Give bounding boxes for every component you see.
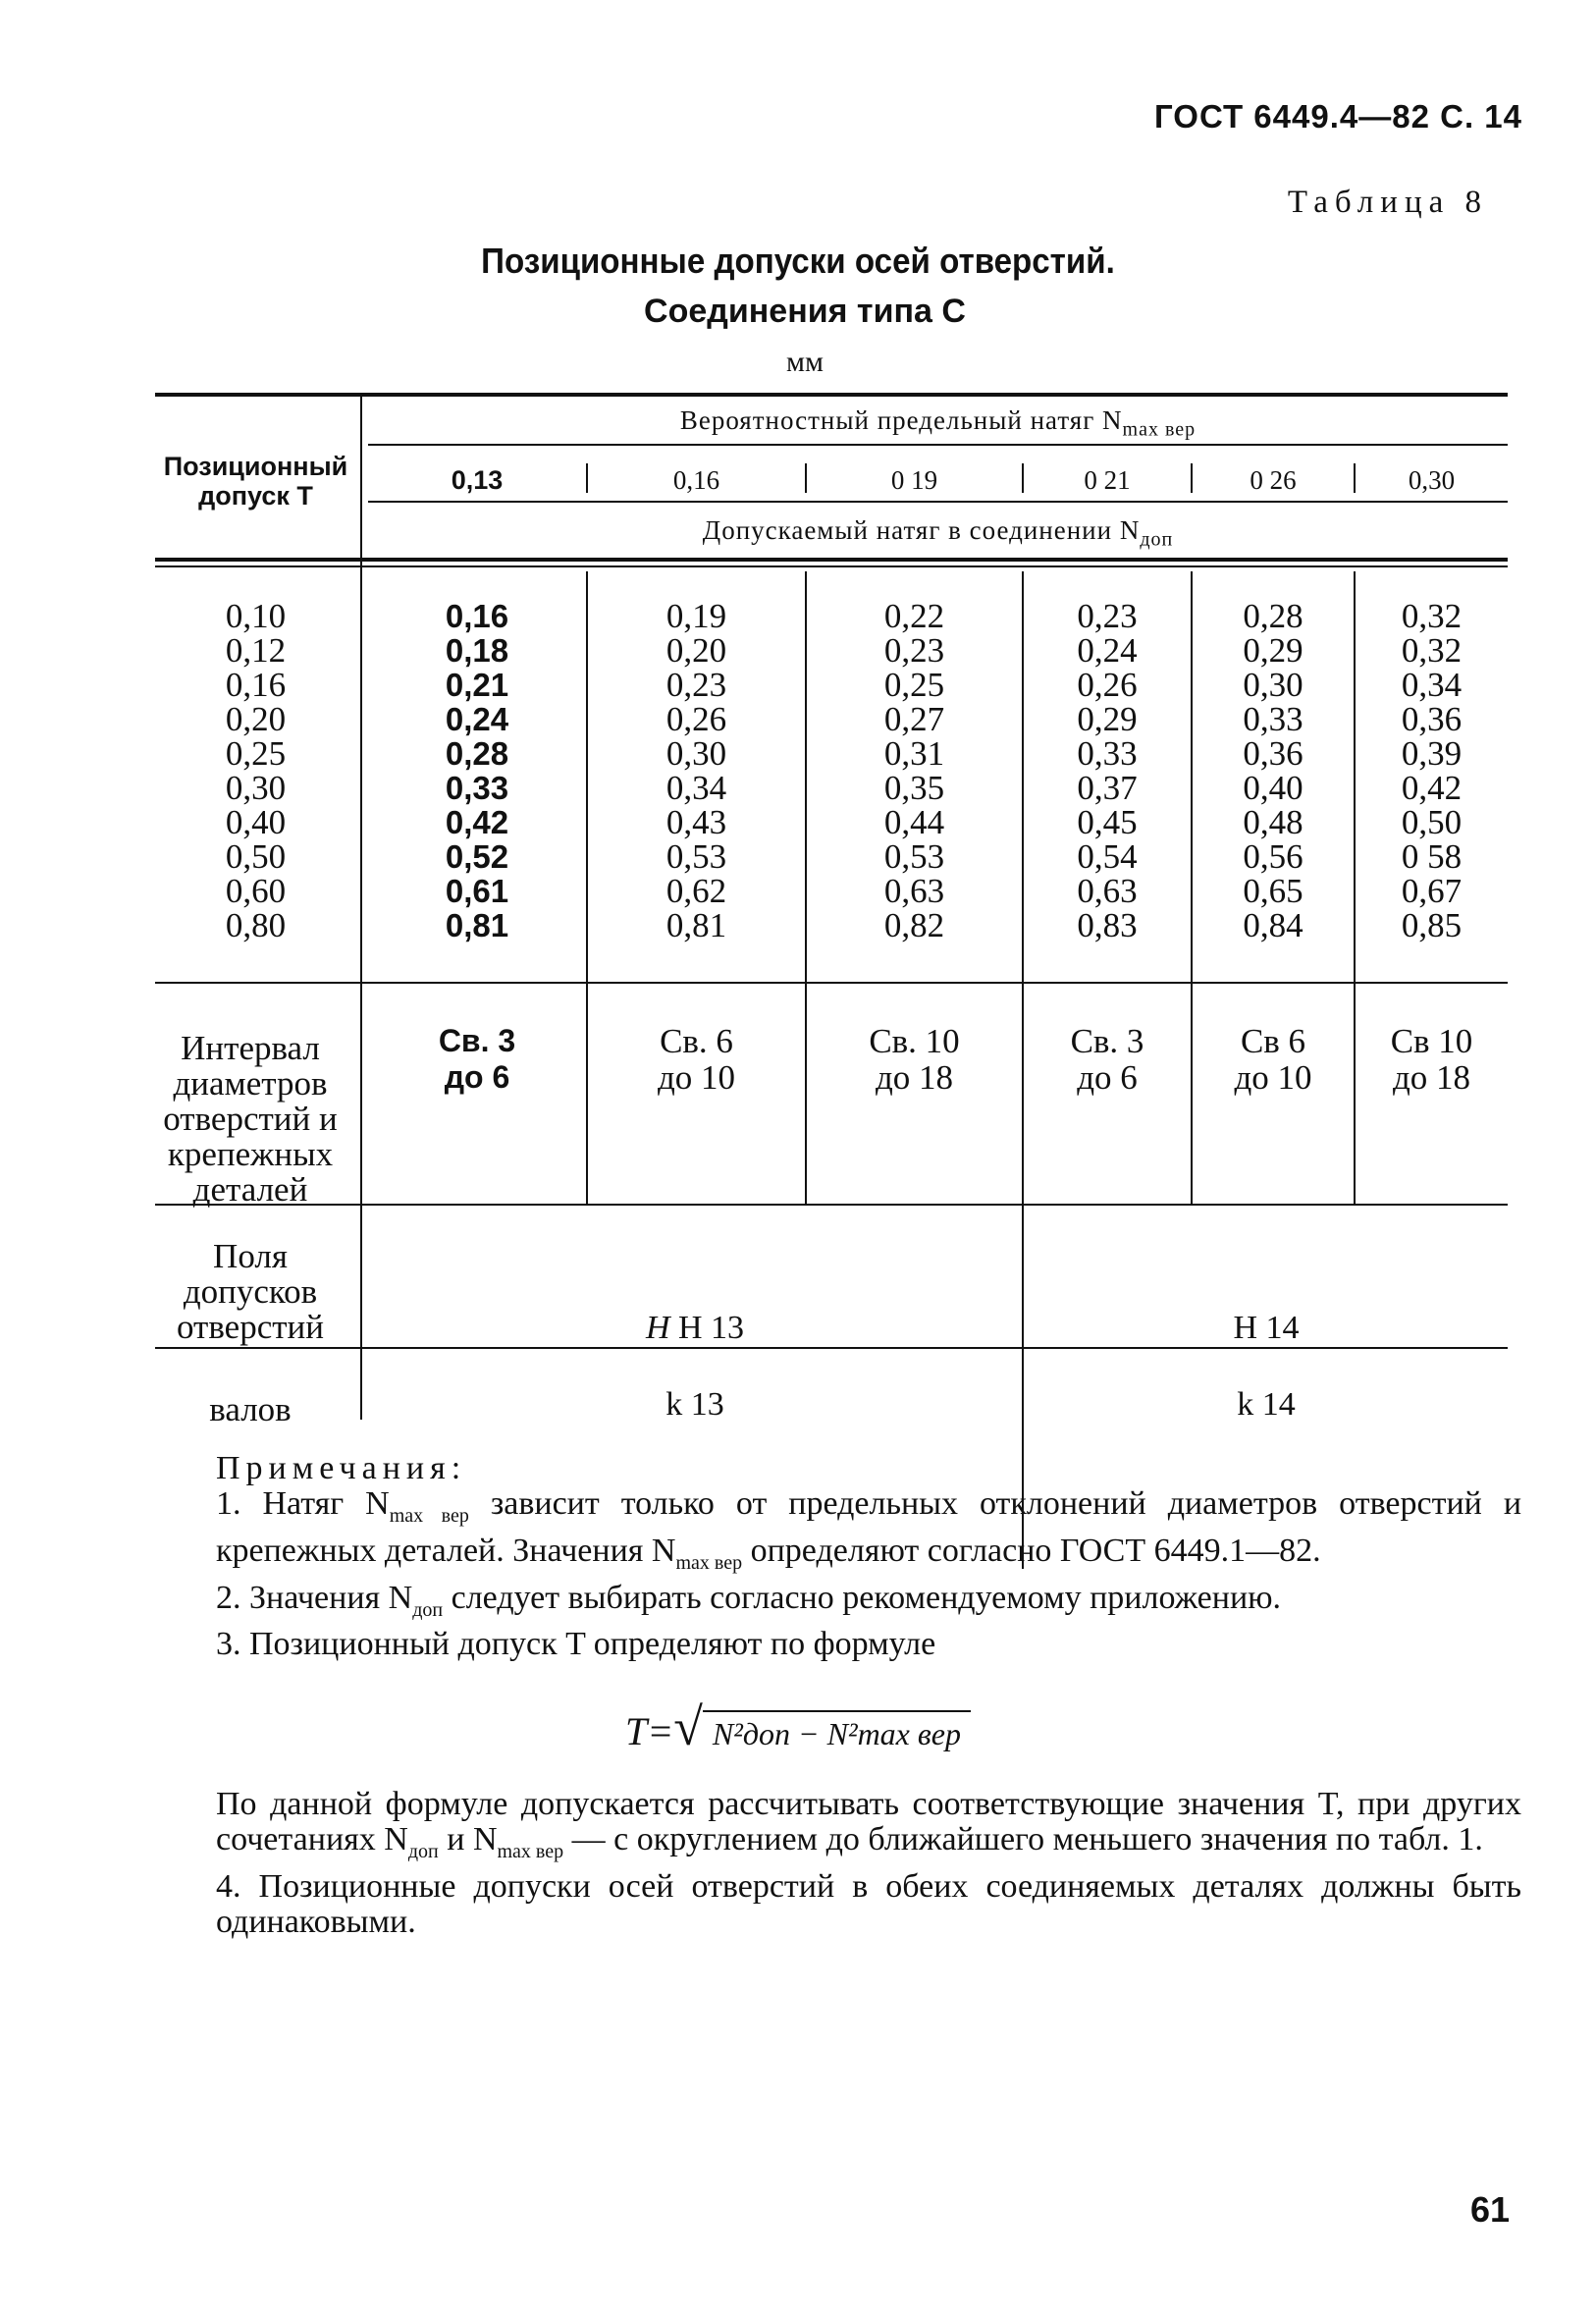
table-cell: 0,22 — [883, 597, 945, 635]
tolerance-value: 0,50 — [225, 837, 287, 876]
table-cell: 0,63 — [883, 872, 945, 910]
table-cell: 0,62 — [665, 872, 727, 910]
nmax-header-6: 0,30 — [1408, 465, 1456, 495]
interval-value: Св. 6 — [660, 1022, 733, 1060]
nmax-header-4: 0 21 — [1084, 465, 1131, 495]
nmax-header-2: 0,16 — [672, 465, 720, 495]
table-cell: 0,42 — [1401, 769, 1463, 807]
holes-label: Поля допусков отверстий — [177, 1237, 324, 1346]
header-bottom-rule-2 — [155, 565, 1508, 567]
table-cell: 0,32 — [1401, 631, 1463, 670]
table-cell: 0,35 — [883, 769, 945, 807]
table-cell: 0,36 — [1401, 700, 1463, 738]
interval-value: до 18 — [875, 1058, 954, 1097]
interval-value: до 18 — [1392, 1058, 1471, 1097]
formula: T=√ N²доп − N²max вер — [0, 1696, 1596, 1757]
table-cell: 0,81 — [665, 906, 727, 944]
table-cell: 0,16 — [445, 598, 509, 634]
table-cell: 0,23 — [1077, 597, 1138, 635]
subgroup-rule — [368, 501, 1508, 503]
table-cell: 0,34 — [665, 769, 727, 807]
table-cell: 0,43 — [665, 803, 727, 841]
table-label: Таблица 8 — [1287, 185, 1488, 220]
table-cell: 0,67 — [1401, 872, 1463, 910]
table-top-rule — [155, 393, 1508, 397]
table-cell: 0,61 — [445, 873, 509, 909]
page-number: 61 — [1469, 2189, 1510, 2230]
units-label: мм — [786, 346, 824, 378]
table-cell: 0,23 — [665, 666, 727, 704]
note-1: 1. Натяг $N_{max вер}$ зависит только от предельных отклонений диаметров отверстий и крепежных деталей. Значения $N_{max вер}$ определяют согласно ГОСТ 6449.1—82. — [216, 1485, 1522, 1574]
nmax-header-3: 0 19 — [890, 465, 938, 495]
note-2: 2. Значения $N_{доп}$ следует выбирать согласно рекомендуемому приложению. — [216, 1579, 1282, 1621]
table-cell: 0,36 — [1243, 734, 1303, 773]
nmax-header-5: 0 26 — [1250, 465, 1297, 495]
group-rule — [368, 444, 1508, 446]
notes-section — [216, 1451, 1521, 1662]
table-cell: 0,44 — [883, 803, 945, 841]
table-cell: 0,32 — [1401, 597, 1463, 635]
table-cell: 0,19 — [665, 597, 727, 635]
table-cell: 0,30 — [665, 734, 727, 773]
table-cell: 0,25 — [883, 666, 945, 704]
table-cell: 0,39 — [1401, 734, 1463, 773]
tolerance-value: 0,80 — [225, 906, 287, 944]
note-4: 4. Позиционные допуски осей отверстий в обеих соединяемых деталях должны быть одинаковыми. — [216, 1867, 1521, 1940]
table-cell: 0,45 — [1077, 803, 1138, 841]
table-cell: 0,26 — [665, 700, 727, 738]
table-cell: 0,56 — [1243, 837, 1303, 876]
formula-note: По данной формуле допускается рассчитывать соответствующие значения T, при других сочетаниях $N_{доп}$ и $N_{max вер}$ — с округлением до ближайшего меньшего значения по табл. 1. — [216, 1786, 1521, 1862]
table-cell: 0,33 — [1243, 700, 1303, 738]
table-cell: 0,53 — [665, 837, 727, 876]
tolerance-value: 0,30 — [225, 769, 287, 807]
interval-value: Св. 3 — [1070, 1022, 1144, 1060]
note-3: 3. Позиционный допуск T определяют по формуле — [216, 1626, 936, 1663]
holes-value-1: H H 13 — [645, 1310, 745, 1346]
table-cell: 0,33 — [445, 770, 509, 806]
table-cell: 0,21 — [445, 667, 509, 703]
table-cell: 0,40 — [1243, 769, 1303, 807]
interval-value: Св. 3 — [438, 1023, 516, 1058]
table-cell: 0,50 — [1401, 803, 1463, 841]
table-cell: 0,34 — [1401, 666, 1463, 704]
holes-value-2: H 14 — [1233, 1310, 1300, 1346]
interval-value: до 10 — [657, 1058, 736, 1097]
table-cell: 0,18 — [445, 632, 509, 669]
shafts-value-1: k 13 — [665, 1386, 724, 1423]
table-cell: 0,85 — [1401, 906, 1463, 944]
holes-bottom-rule — [155, 1347, 1508, 1349]
table-cell: 0,28 — [1243, 597, 1303, 635]
table-cell: 0,63 — [1077, 872, 1138, 910]
values-bottom-rule — [155, 982, 1508, 984]
group-header: Вероятностный предельный натяг $N_{max вер}$ — [679, 405, 1197, 441]
table-cell: 0,84 — [1243, 906, 1303, 944]
table-cell: 0,24 — [445, 701, 509, 737]
table-cell: 0,26 — [1077, 666, 1138, 704]
document-header: ГОСТ 6449.4—82 С. 14 — [1154, 98, 1522, 135]
table-cell: 0,54 — [1077, 837, 1138, 876]
table-cell: 0,37 — [1077, 769, 1138, 807]
table-cell: 0 58 — [1401, 837, 1463, 876]
tolerance-value: 0,20 — [225, 700, 287, 738]
table-cell: 0,28 — [445, 735, 509, 772]
table-cell: 0,20 — [665, 631, 727, 670]
interval-bottom-rule — [155, 1204, 1508, 1206]
table-cell: 0,29 — [1243, 631, 1303, 670]
col0-divider — [360, 395, 362, 1420]
header-bottom-rule-1 — [155, 558, 1508, 562]
table-cell: 0,42 — [445, 804, 509, 840]
table-cell: 0,81 — [445, 907, 509, 943]
col0-header: Позиционный допуск T — [163, 452, 348, 511]
notes-heading: Примечания: — [216, 1450, 467, 1486]
table-cell: 0,27 — [883, 700, 945, 738]
interval-value: Св 10 — [1390, 1022, 1473, 1060]
table-cell: 0,83 — [1077, 906, 1138, 944]
tolerance-value: 0,40 — [225, 803, 287, 841]
table-cell: 0,65 — [1243, 872, 1303, 910]
subgroup-header: Допускаемый натяг в соединении $N_{доп}$ — [702, 515, 1174, 551]
table-subtitle: Соединения типа С — [644, 293, 966, 330]
shafts-value-2: k 14 — [1237, 1386, 1296, 1423]
table-cell: 0,82 — [883, 906, 945, 944]
tolerance-value: 0,12 — [225, 631, 287, 670]
interval-value: до 6 — [444, 1059, 510, 1095]
table-cell: 0,29 — [1077, 700, 1138, 738]
interval-value: до 10 — [1234, 1058, 1312, 1097]
table-cell: 0,23 — [883, 631, 945, 670]
interval-value: до 6 — [1077, 1058, 1138, 1097]
table-title: Позиционные допуски осей отверстий. — [481, 241, 1115, 281]
interval-value: Св 6 — [1240, 1022, 1306, 1060]
table-cell: 0,33 — [1077, 734, 1138, 773]
table-cell: 0,53 — [883, 837, 945, 876]
table-cell: 0,30 — [1243, 666, 1303, 704]
interval-value: Св. 10 — [869, 1022, 960, 1060]
shafts-label: валов — [209, 1390, 292, 1428]
tolerance-value: 0,25 — [225, 734, 287, 773]
tolerance-value: 0,16 — [225, 666, 287, 704]
table-cell: 0,52 — [445, 838, 509, 875]
nmax-header-1: 0,13 — [451, 465, 504, 495]
table-cell: 0,24 — [1077, 631, 1138, 670]
notes-continued — [216, 1787, 1521, 1940]
tolerance-value: 0,10 — [225, 597, 287, 635]
table-cell: 0,48 — [1243, 803, 1303, 841]
tolerance-value: 0,60 — [225, 872, 287, 910]
interval-label: Интервал диаметров отверстий и крепежных деталей — [163, 1029, 338, 1209]
table-cell: 0,31 — [883, 734, 945, 773]
